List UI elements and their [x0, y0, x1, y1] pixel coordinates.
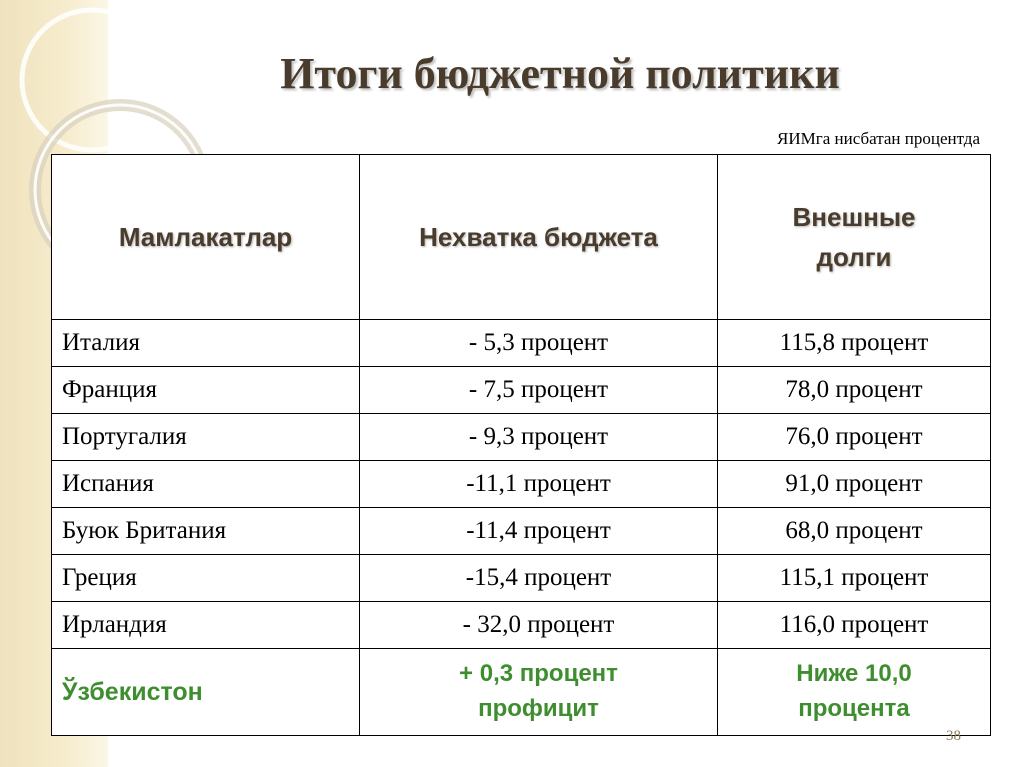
budget-table: [51, 154, 991, 736]
cell-debt: 68,0 процент: [718, 508, 991, 555]
cell-country: Буюк Британия: [52, 508, 360, 555]
header-country: Мамлакатлар: [52, 155, 360, 320]
slide-number: 38: [946, 728, 961, 744]
cell-debt: 76,0 процент: [718, 414, 991, 461]
table-row: [52, 367, 991, 414]
cell-deficit-uzbekistan: [360, 649, 718, 736]
cell-deficit: - 32,0 процент: [360, 602, 718, 649]
cell-debt: 91,0 процент: [718, 461, 991, 508]
deficit-uzbekistan-line1: + 0,3 процент: [459, 660, 618, 688]
cell-debt: 115,8 процент: [718, 320, 991, 367]
cell-deficit: - 7,5 процент: [360, 367, 718, 414]
table-row: [52, 508, 991, 555]
cell-country: Греция: [52, 555, 360, 602]
table-row: [52, 461, 991, 508]
cell-deficit: -11,4 процент: [360, 508, 718, 555]
header-debt-line2: долги: [816, 242, 892, 272]
cell-country: Ирландия: [52, 602, 360, 649]
cell-deficit: - 5,3 процент: [360, 320, 718, 367]
debt-uzbekistan-line1: Ниже 10,0: [796, 660, 912, 688]
cell-country: Италия: [52, 320, 360, 367]
cell-country: Испания: [52, 461, 360, 508]
slide-title: Итоги бюджетной политики: [280, 49, 840, 98]
cell-debt: 116,0 процент: [718, 602, 991, 649]
header-deficit: Нехватка бюджета: [360, 155, 718, 320]
header-debt-line1: Внешные: [792, 201, 916, 232]
cell-country-uzbekistan: Ўзбекистон: [52, 649, 360, 736]
cell-country: Франция: [52, 367, 360, 414]
header-debt: [718, 155, 991, 320]
table-row: [52, 555, 991, 602]
table-header-row: [52, 155, 991, 320]
table-row: [52, 602, 991, 649]
table-row: [52, 414, 991, 461]
debt-uzbekistan-line2: процента: [798, 695, 910, 722]
cell-deficit: -11,1 процент: [360, 461, 718, 508]
table-row-uzbekistan: [52, 649, 991, 736]
cell-deficit: - 9,3 процент: [360, 414, 718, 461]
unit-note: ЯИМга нисбатан процентда: [777, 129, 980, 148]
cell-deficit: -15,4 процент: [360, 555, 718, 602]
cell-debt-uzbekistan: [718, 649, 991, 736]
deficit-uzbekistan-line2: профицит: [478, 695, 599, 722]
table-row: [52, 320, 991, 367]
cell-country: Португалия: [52, 414, 360, 461]
cell-debt: 78,0 процент: [718, 367, 991, 414]
cell-debt: 115,1 процент: [718, 555, 991, 602]
